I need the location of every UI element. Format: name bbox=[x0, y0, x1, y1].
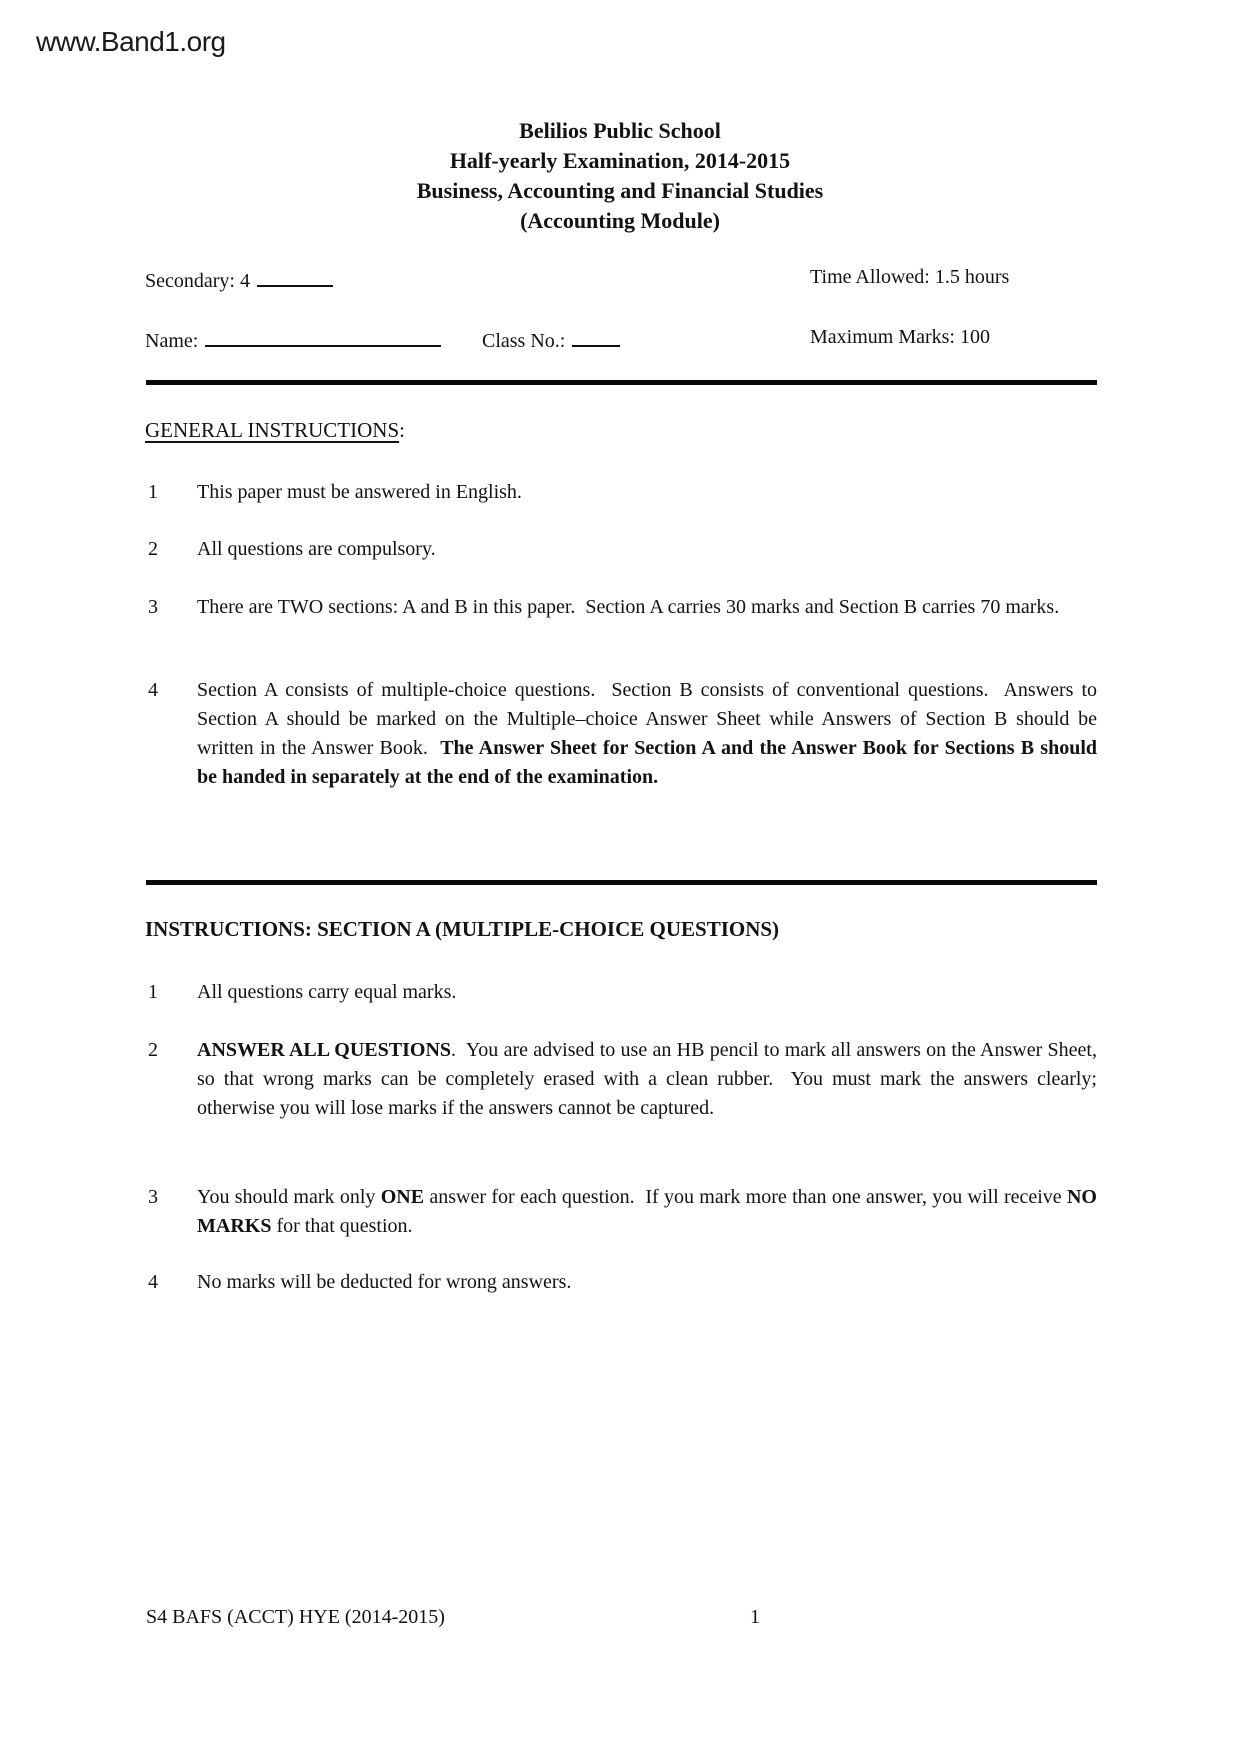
item-number: 3 bbox=[148, 596, 158, 618]
class-no-blank bbox=[572, 326, 620, 347]
item-text: No marks will be deducted for wrong answers. bbox=[197, 1271, 572, 1293]
name-label: Name: bbox=[145, 330, 199, 352]
item-text: This paper must be answered in English. bbox=[197, 481, 522, 503]
secondary-label: Secondary: 4 bbox=[145, 270, 250, 292]
module-name: (Accounting Module) bbox=[520, 208, 720, 233]
item-text: ANSWER ALL QUESTIONS. You are advised to use an HB pencil to mark all answers on the Answer Sheet, so that wrong marks can be completely erased with a clean rubber. You must mark the answers clearly; otherwise you will lose marks if the answers cannot be captured. bbox=[197, 1039, 1097, 1119]
maximum-marks: Maximum Marks: 100 bbox=[810, 326, 990, 348]
class-no-label: Class No.: bbox=[482, 330, 566, 352]
item-text: You should mark only ONE answer for each question. If you mark more than one answer, you will receive NO MARKS for that question. bbox=[197, 1186, 1097, 1237]
time-allowed: Time Allowed: 1.5 hours bbox=[810, 266, 1010, 288]
divider-rule-middle bbox=[146, 880, 1097, 885]
secondary-blank bbox=[257, 266, 333, 287]
item-number: 1 bbox=[148, 981, 158, 1003]
exam-session: Half-yearly Examination, 2014-2015 bbox=[449, 148, 791, 173]
footer-page-number: 1 bbox=[750, 1606, 760, 1628]
general-instructions-heading-text: GENERAL INSTRUCTIONS bbox=[145, 418, 400, 442]
item-text: All questions carry equal marks. bbox=[197, 981, 457, 1003]
school-name: Belilios Public School bbox=[519, 118, 721, 143]
item-number: 4 bbox=[148, 1271, 158, 1293]
item-text: There are TWO sections: A and B in this paper. Section A carries 30 marks and Section B carries 70 marks. bbox=[197, 596, 1060, 618]
subject-name: Business, Accounting and Financial Studies bbox=[416, 178, 824, 203]
item-text: Section A consists of multiple-choice questions. Section B consists of conventional questions. Answers to Section A should be marked on the Multiple–choice Answer Sheet while Answers of Section B should be written in the Answer Book. The Answer Sheet for Section A and the Answer Book for Sections B should be handed in separately at the end of the examination. bbox=[197, 679, 1097, 788]
item-number: 4 bbox=[148, 679, 158, 701]
footer-document-code: S4 BAFS (ACCT) HYE (2014-2015) bbox=[146, 1606, 445, 1628]
section-a-instructions-heading: INSTRUCTIONS: SECTION A (MULTIPLE-CHOICE QUESTIONS) bbox=[145, 917, 780, 941]
exam-title-block bbox=[0, 116, 1240, 236]
watermark-url: www.Band1.org bbox=[36, 26, 226, 57]
item-number: 2 bbox=[148, 538, 158, 560]
item-number: 1 bbox=[148, 481, 158, 503]
item-text: All questions are compulsory. bbox=[197, 538, 436, 560]
general-instructions-heading-colon: : bbox=[399, 418, 405, 442]
name-blank bbox=[205, 326, 441, 347]
name-field bbox=[145, 326, 441, 353]
secondary-field bbox=[145, 266, 333, 293]
divider-rule-top bbox=[146, 380, 1097, 385]
general-instructions-heading bbox=[145, 418, 405, 443]
item-number: 3 bbox=[148, 1186, 158, 1208]
item-number: 2 bbox=[148, 1039, 158, 1061]
class-no-field bbox=[482, 326, 620, 353]
